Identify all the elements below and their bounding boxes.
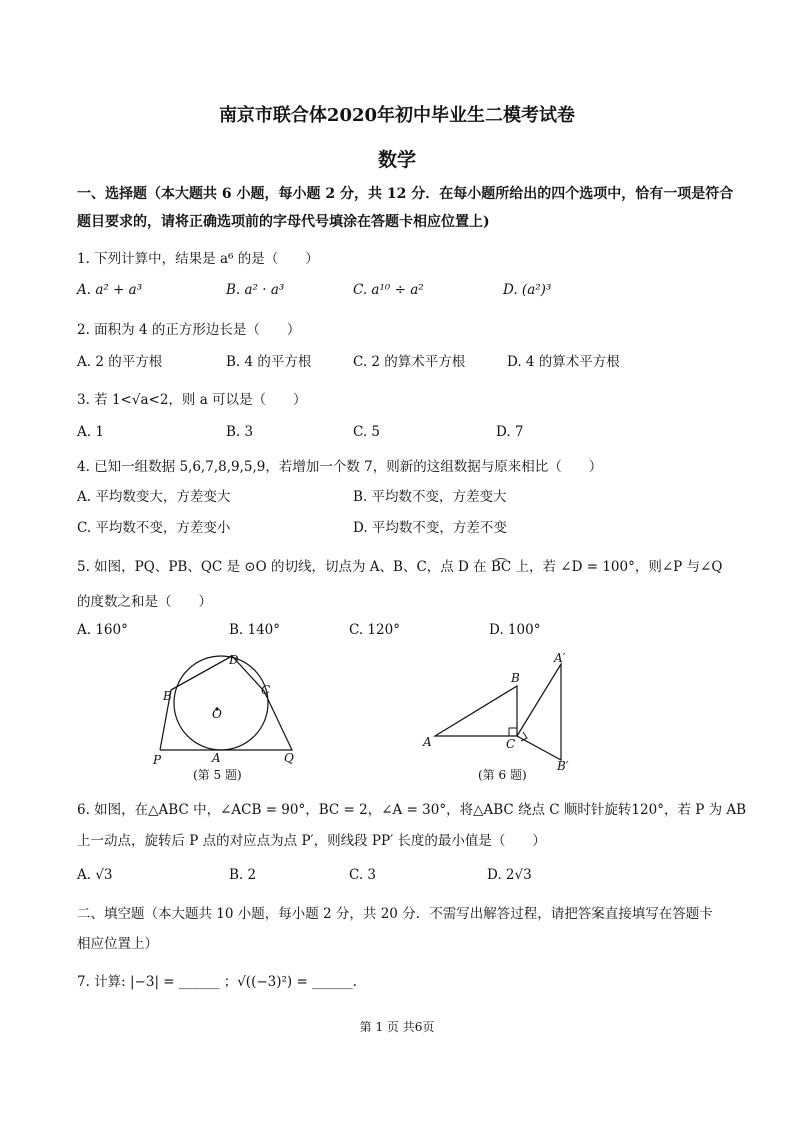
question-4-option-b: B. 平均数不变，方差变大 [353, 489, 507, 505]
fig5-label-o: O [212, 707, 222, 721]
page-footer: 第 1 页 共6页 [359, 1020, 435, 1034]
question-6-option-b: B. 2 [229, 867, 257, 883]
question-3-stem: 3. 若 1<√a<2，则 a 可以是（ ） [77, 392, 307, 408]
subject-heading: 数学 [377, 149, 416, 171]
fig5-label-c: C [261, 683, 271, 697]
question-4-stem: 4. 已知一组数据 5,6,7,8,9,5,9，若增加一个数 7，则新的这组数据与原来相比（ ） [77, 459, 603, 475]
question-4-option-c: C. 平均数不变，方差变小 [77, 520, 231, 536]
fig6-label-c: C [506, 737, 516, 751]
section1-heading-line2: 题目要求的，请将正确选项前的字母代号填涂在答题卡相应位置上) [77, 214, 490, 230]
question-4-option-d: D. 平均数不变，方差不变 [353, 520, 507, 536]
exam-title: 南京市联合体2020年初中毕业生二模考试卷 [218, 105, 576, 126]
question-6-option-c: C. 3 [349, 867, 377, 883]
question-2-option-b: B. 4 的平方根 [226, 354, 312, 370]
question-2-option-d: D. 4 的算术平方根 [507, 354, 620, 370]
figure-6-rotated-triangles [415, 650, 585, 775]
question-5-stem-line2: 的度数之和是（ ） [77, 594, 212, 610]
fig5-label-p: P [153, 753, 162, 767]
fig5-label-q: Q [284, 751, 294, 765]
question-1-stem: 1. 下列计算中，结果是 a⁶ 的是（ ） [77, 251, 319, 267]
question-2-option-a: A. 2 的平方根 [77, 354, 163, 370]
question-1-option-c: C. a¹⁰ ÷ a² [353, 282, 424, 298]
question-3-option-c: C. 5 [353, 424, 381, 440]
question-2-stem: 2. 面积为 4 的正方形边长是（ ） [77, 322, 301, 338]
figure-5-circle-tangents [150, 650, 310, 770]
question-5-option-d: D. 100° [489, 622, 541, 638]
question-1-option-d: D. (a²)³ [503, 282, 552, 298]
question-5-option-b: B. 140° [229, 622, 281, 638]
question-3-option-a: A. 1 [77, 424, 104, 440]
fig6-label-a: A [423, 735, 432, 749]
question-5-option-a: A. 160° [77, 622, 128, 638]
question-6-option-a: A. √3 [77, 867, 113, 883]
fig6-label-b-prime: B′ [557, 759, 569, 773]
section1-heading-line1: 一、选择题（本大题共 6 小题，每小题 2 分，共 12 分．在每小题所给出的四个选项中，恰有一项是符合 [77, 186, 734, 202]
figure-6-caption: (第 6 题) [478, 768, 527, 782]
fig5-label-b: B [163, 689, 172, 703]
question-2-option-c: C. 2 的算术平方根 [353, 354, 466, 370]
question-1-option-a: A. a² + a³ [77, 282, 143, 298]
fig6-label-b: B [511, 671, 520, 685]
question-3-option-d: D. 7 [496, 424, 524, 440]
question-1-option-b: B. a² · a³ [226, 282, 285, 298]
question-5-stem-line1: 5. 如图，PQ、PB、QC 是 ⊙O 的切线，切点为 A、B、C，点 D 在 B͡C 上，若 ∠D = 100°，则∠P 与∠Q [77, 559, 723, 575]
question-6-stem-line2: 上一动点，旋转后 P 点的对应点为点 P′，则线段 PP′ 长度的最小值是（ ） [77, 833, 546, 849]
section2-heading-line2: 相应位置上） [77, 936, 158, 952]
question-7: 7. 计算: |−3| = ______ ；√((−3)²) = ______. [77, 974, 357, 990]
section2-heading-line1: 二、填空题（本大题共 10 小题，每小题 2 分，共 20 分．不需写出解答过程，请把答案直接填写在答题卡 [77, 906, 713, 922]
fig5-label-d: D [229, 653, 239, 667]
figure-5-caption: (第 5 题) [193, 768, 242, 782]
question-6-stem-line1: 6. 如图，在△ABC 中，∠ACB = 90°，BC = 2，∠A = 30°，将△ABC 绕点 C 顺时针旋转120°，若 P 为 AB [77, 802, 747, 818]
question-6-option-d: D. 2√3 [487, 867, 532, 883]
fig6-label-a-prime: A′ [554, 651, 566, 665]
question-5-option-c: C. 120° [349, 622, 400, 638]
question-3-option-b: B. 3 [226, 424, 254, 440]
question-4-option-a: A. 平均数变大，方差变大 [77, 489, 231, 505]
fig5-label-a: A [212, 751, 221, 765]
